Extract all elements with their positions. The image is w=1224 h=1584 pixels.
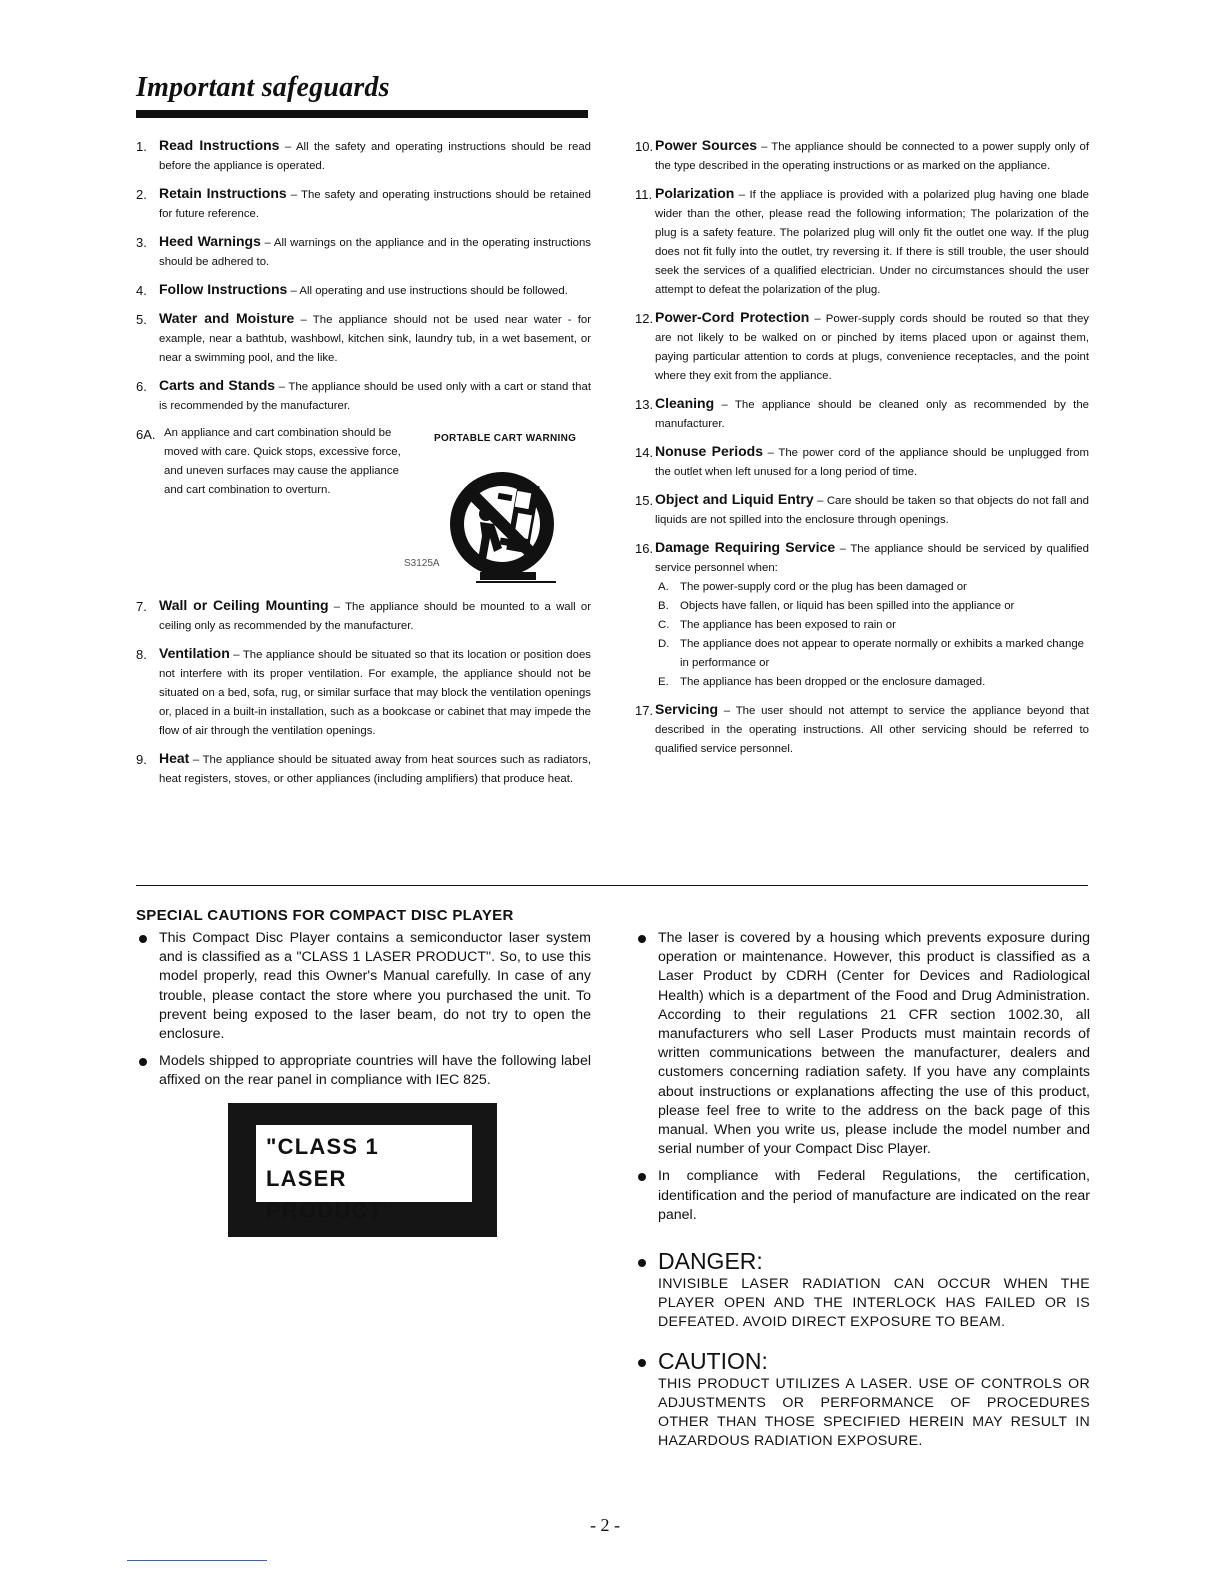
item-heading: Wall or Ceiling Mounting: [159, 597, 329, 613]
item-text: The appliance should not be used near water - for example, near a bathtub, washbowl, kitchen sink, laundry tub, in a wet basement, or near a swimming pool, and the like.: [159, 314, 591, 364]
safeguard-item: 8. Ventilation – The appliance should be situated so that its location or position does not interfere with its proper ventilation. For example, the appliance should not be situated on a bed, sofa, rug, or similar surface that may block the ventilation openings or, placed in a built-in installation, such as a bookcase or cabinet that may impede the flow of air through the ventilation openings.: [136, 645, 592, 737]
item-heading: Read Instructions: [159, 137, 280, 153]
safeguard-item: 14. Nonuse Periods – The power cord of the appliance should be unplugged from the outlet when left unused for a long period of time.: [635, 443, 1089, 478]
safeguard-item: 15. Object and Liquid Entry – Care should be taken so that objects do not fall and liquids are not spilled into the enclosure through openings.: [635, 491, 1089, 526]
item-heading: Servicing: [655, 701, 719, 717]
bullet-dot-icon: [638, 1173, 646, 1181]
safeguard-item: 10. Power Sources – The appliance should be connected to a power supply only of the type described in the operating instructions or as marked on the appliance.: [635, 137, 1089, 172]
special-cautions-heading: SPECIAL CAUTIONS FOR COMPACT DISC PLAYER: [136, 907, 514, 924]
item-heading: Follow Instructions: [159, 281, 288, 297]
safeguard-item: 9. Heat – The appliance should be situated away from heat sources such as radiators, heat registers, stoves, or other appliances (including amplifiers) that produce heat.: [136, 750, 591, 785]
item-number: 16.: [635, 541, 654, 556]
item-heading: Power Sources: [655, 137, 758, 153]
safeguard-item: 13. Cleaning – The appliance should be cleaned only as recommended by the manufacturer.: [635, 395, 1089, 430]
item-number: 2.: [136, 187, 147, 202]
item-text: The appliance should be mounted to a wall or ceiling only as recommended by the manufacturer.: [159, 601, 591, 632]
tipping-cart-warning-icon: [436, 450, 568, 598]
item-text: All the safety and operating instructions should be read before the appliance is operated.: [159, 141, 591, 172]
bullet-dot-icon: [139, 1058, 147, 1066]
laser-label-line: PRODUCT": [266, 1198, 395, 1223]
item-heading: Object and Liquid Entry: [655, 491, 814, 507]
item-text: All operating and use instructions should be followed.: [299, 285, 568, 297]
item-text: The appliance should be serviced by qualified service personnel when:: [655, 543, 1089, 574]
safeguard-item: 6. Carts and Stands – The appliance should be used only with a cart or stand that is recommended by the manufacturer.: [136, 377, 592, 412]
item-text: The appliance should be used only with a cart or stand that is recommended by the manufacturer.: [159, 381, 592, 412]
item-number: 17.: [635, 703, 654, 718]
bullet-dot-icon: [139, 935, 147, 943]
item-number: 7.: [136, 599, 147, 614]
item-number: 4.: [136, 283, 147, 298]
item-text: The power cord of the appliance should be unplugged from the outlet when left unused for a long period of time.: [655, 447, 1089, 478]
item-number: 6.: [136, 379, 147, 394]
laser-label-panel: [256, 1125, 472, 1223]
list-item: A. The power-supply cord or the plug has been damaged or: [658, 581, 967, 593]
section-divider: [136, 885, 1088, 886]
item-text: The safety and operating instructions should be retained for future reference.: [159, 189, 591, 220]
item-text: Care should be taken so that objects do not fall and liquids are not spilled into the enclosure through openings.: [655, 495, 1089, 526]
list-item: E. The appliance has been dropped or the enclosure damaged.: [658, 676, 986, 688]
item-heading: Water and Moisture: [159, 310, 295, 326]
safeguard-item: 2. Retain Instructions – The safety and operating instructions should be retained for future reference.: [136, 185, 591, 220]
special-cautions-left-column: [136, 929, 591, 1099]
safeguard-item: 4. Follow Instructions – All operating and use instructions should be followed.: [136, 281, 568, 298]
item-heading: Carts and Stands: [159, 377, 276, 393]
caution-notice: [635, 1347, 1090, 1452]
item-heading: Retain Instructions: [159, 185, 287, 201]
title-underline-bar: [136, 110, 588, 118]
laser-label-line: "CLASS 1 LASER: [266, 1134, 379, 1191]
list-item: D. The appliance does not appear to operate normally or exhibits a marked change in performance or: [658, 638, 1084, 669]
item-number: 13.: [635, 397, 654, 412]
item-heading: Polarization: [655, 185, 735, 201]
danger-heading: DANGER:: [658, 1248, 763, 1275]
page-number: - 2 -: [590, 1515, 620, 1535]
item-number: 11.: [635, 187, 653, 202]
safeguard-item: 5. Water and Moisture – The appliance should not be used near water - for example, near a bathtub, washbowl, kitchen sink, laundry tub, in a wet basement, or near a swimming pool, and the like.: [136, 310, 591, 364]
safeguard-item: 12. Power-Cord Protection – Power-supply cords should be routed so that they are not likely to be walked on or pinched by items placed upon or against them, paying particular attention to cords at plugs, convenience receptacles, and the point where they exit from the appliance.: [635, 309, 1089, 382]
bullet-dot-icon: [638, 1259, 646, 1267]
bullet-item: This Compact Disc Player contains a semiconductor laser system and is classified as a "CLASS 1 LASER PRODUCT". So, to use this model properly, read this Owner's Manual carefully. In case of any trouble, please contact the store where you purchased the unit. To prevent being exposed to the laser beam, do not try to open the enclosure.: [136, 929, 591, 1044]
list-item: B. Objects have fallen, or liquid has been spilled into the appliance or: [658, 600, 1015, 612]
item-number: 6A.: [136, 427, 156, 442]
item-text: The appliance should be situated so that its location or position does not interfere with its proper ventilation. For example, the appliance should not be situated on a bed, sofa, rug, or similar surface that may block the ventilation openings or, placed in a built-in installation, such as a bookcase or cabinet that may impede the flow of air through the ventilation openings.: [159, 649, 592, 737]
list-item: C. The appliance has been exposed to rain or: [658, 619, 896, 631]
item-text: The appliance should be connected to a power supply only of the type described in the operating instructions or as marked on the appliance.: [655, 141, 1089, 172]
item-number: 3.: [136, 235, 147, 250]
safeguard-item: 11. Polarization – If the appliace is provided with a polarized plug having one blade wider than the other, please read the following information; The polarization of the plug is a safety feature. The polarized plug will only fit the outlet one way. If the plug does not fit fully into the outlet, try reversing it. If there is still trouble, the user should seek the services of a qualified electrician. Under no circumstances should the user attempt to defeat the polarization of the plug.: [635, 185, 1089, 296]
safeguard-item: 1. Read Instructions – All the safety and operating instructions should be read before the appliance is operated.: [136, 137, 591, 172]
bullet-item: The laser is covered by a housing which prevents exposure during operation or maintenance. However, this product is classified as a Laser Product by CDRH (Center for Devices and Radiological Health) which is a department of the Food and Drug Administration. According to their regulations 21 CFR section 1002.30, all manufacturers who sell Laser Products must maintain records of written communications between the manufacturer, dealers and customers concerning radiation safety. If you have any complaints about instructions or explanations affecting the use of this product, please feel free to write to the address on the back page of this manual. When you write us, please include the model number and serial number of your Compact Disc Player.: [635, 929, 1090, 1159]
safeguards-left-column: [136, 136, 591, 797]
safeguard-item: 17. Servicing – The user should not attempt to service the appliance beyond that described in the operating instructions. All other servicing should be referred to qualified service personnel.: [635, 701, 1089, 755]
safeguards-right-column: [635, 136, 1089, 767]
item-number: 5.: [136, 312, 147, 327]
item-number: 8.: [136, 647, 147, 662]
item-number: 9.: [136, 752, 147, 767]
item-heading: Ventilation: [159, 645, 230, 661]
safeguard-item: 3. Heed Warnings – All warnings on the appliance and in the operating instructions should be adhered to.: [136, 233, 591, 268]
safeguard-item: 7. Wall or Ceiling Mounting – The appliance should be mounted to a wall or ceiling only as recommended by the manufacturer.: [136, 597, 591, 632]
item-heading: Heat: [159, 750, 190, 766]
danger-notice: [635, 1247, 1090, 1333]
item-number: 14.: [635, 445, 654, 460]
item-heading: Damage Requiring Service: [655, 539, 836, 555]
caution-text: THIS PRODUCT UTILIZES A LASER. USE OF CONTROLS OR ADJUSTMENTS OR PERFORMANCE OF PROCEDURES OTHER THAN THOSE SPECIFIED HEREIN MAY RESULT IN HAZARDOUS RADIATION EXPOSURE.: [658, 1375, 1090, 1450]
item-text: The appliance should be cleaned only as recommended by the manufacturer.: [655, 399, 1089, 430]
special-cautions-right-column: [635, 929, 1090, 1451]
item-number: 10.: [635, 139, 654, 154]
item-text: The appliance should be situated away from heat sources such as radiators, heat registers, stoves, or other appliances (including amplifiers) that produce heat.: [159, 754, 591, 785]
item-text: If the appliace is provided with a polarized plug having one blade wider than the other, please read the following information; The polarization of the plug is a safety feature. The polarized plug will only fit the outlet one way. If the plug does not fit fully into the outlet, try reversing it. If there is still trouble, the user should seek the services of a qualified electrician. Under no circumstances should the user attempt to defeat the polarization of the plug.: [655, 189, 1089, 296]
item-number: 1.: [136, 139, 147, 154]
item-heading: Cleaning: [655, 395, 715, 411]
item-heading: Heed Warnings: [159, 233, 261, 249]
bullet-item: Models shipped to appropriate countries will have the following label affixed on the rear panel in compliance with IEC 825.: [136, 1052, 591, 1090]
figure-code: S3125A: [404, 558, 440, 569]
bullet-dot-icon: [638, 1359, 646, 1367]
footer-rule: [127, 1560, 267, 1561]
service-conditions-list: [655, 578, 1089, 692]
item-heading: Power-Cord Protection: [655, 309, 810, 325]
bullet-item: In compliance with Federal Regulations, the certification, identification and the period of manufacture are indicated on the rear panel.: [635, 1167, 1090, 1225]
item-text: All warnings on the appliance and in the operating instructions should be adhered to.: [159, 237, 591, 268]
item-text: An appliance and cart combination should be moved with care. Quick stops, excessive force, and uneven surfaces may cause the appliance and cart combination to overturn.: [164, 427, 401, 496]
page-title: Important safeguards: [136, 72, 390, 103]
item-number: 15.: [635, 493, 654, 508]
class-1-laser-label: [228, 1103, 497, 1237]
item-heading: Nonuse Periods: [655, 443, 764, 459]
danger-text: INVISIBLE LASER RADIATION CAN OCCUR WHEN THE PLAYER OPEN AND THE INTERLOCK HAS FAILED OR IS DEFEATED. AVOID DIRECT EXPOSURE TO BEAM.: [658, 1276, 1090, 1331]
item-number: 12.: [635, 311, 654, 326]
safeguard-item-6a: [136, 424, 591, 596]
item-text: Power-supply cords should be routed so that they are not likely to be walked on or pinched by items placed upon or against them, paying particular attention to cords at plugs, convenience receptacles, and the point where they exit from the appliance.: [655, 313, 1089, 382]
portable-cart-warning-label: PORTABLE CART WARNING: [434, 433, 577, 444]
caution-heading: CAUTION:: [658, 1347, 768, 1374]
item-text: The user should not attempt to service the appliance beyond that described in the operating instructions. All other servicing should be referred to qualified service personnel.: [655, 705, 1089, 755]
safeguard-item-16: 16. Damage Requiring Service – The appliance should be serviced by qualified service personnel when: A. The power-supply cord or the plug has been damaged or B. Objects have fallen, or liquid has been spilled into the appliance or C. The appliance has been exposed to rain or D. The appliance does not appear to operate normally or exhibits a marked change in performance or E. The appliance has been dropped or the enclosure damaged.: [635, 538, 1089, 692]
bullet-dot-icon: [638, 935, 646, 943]
